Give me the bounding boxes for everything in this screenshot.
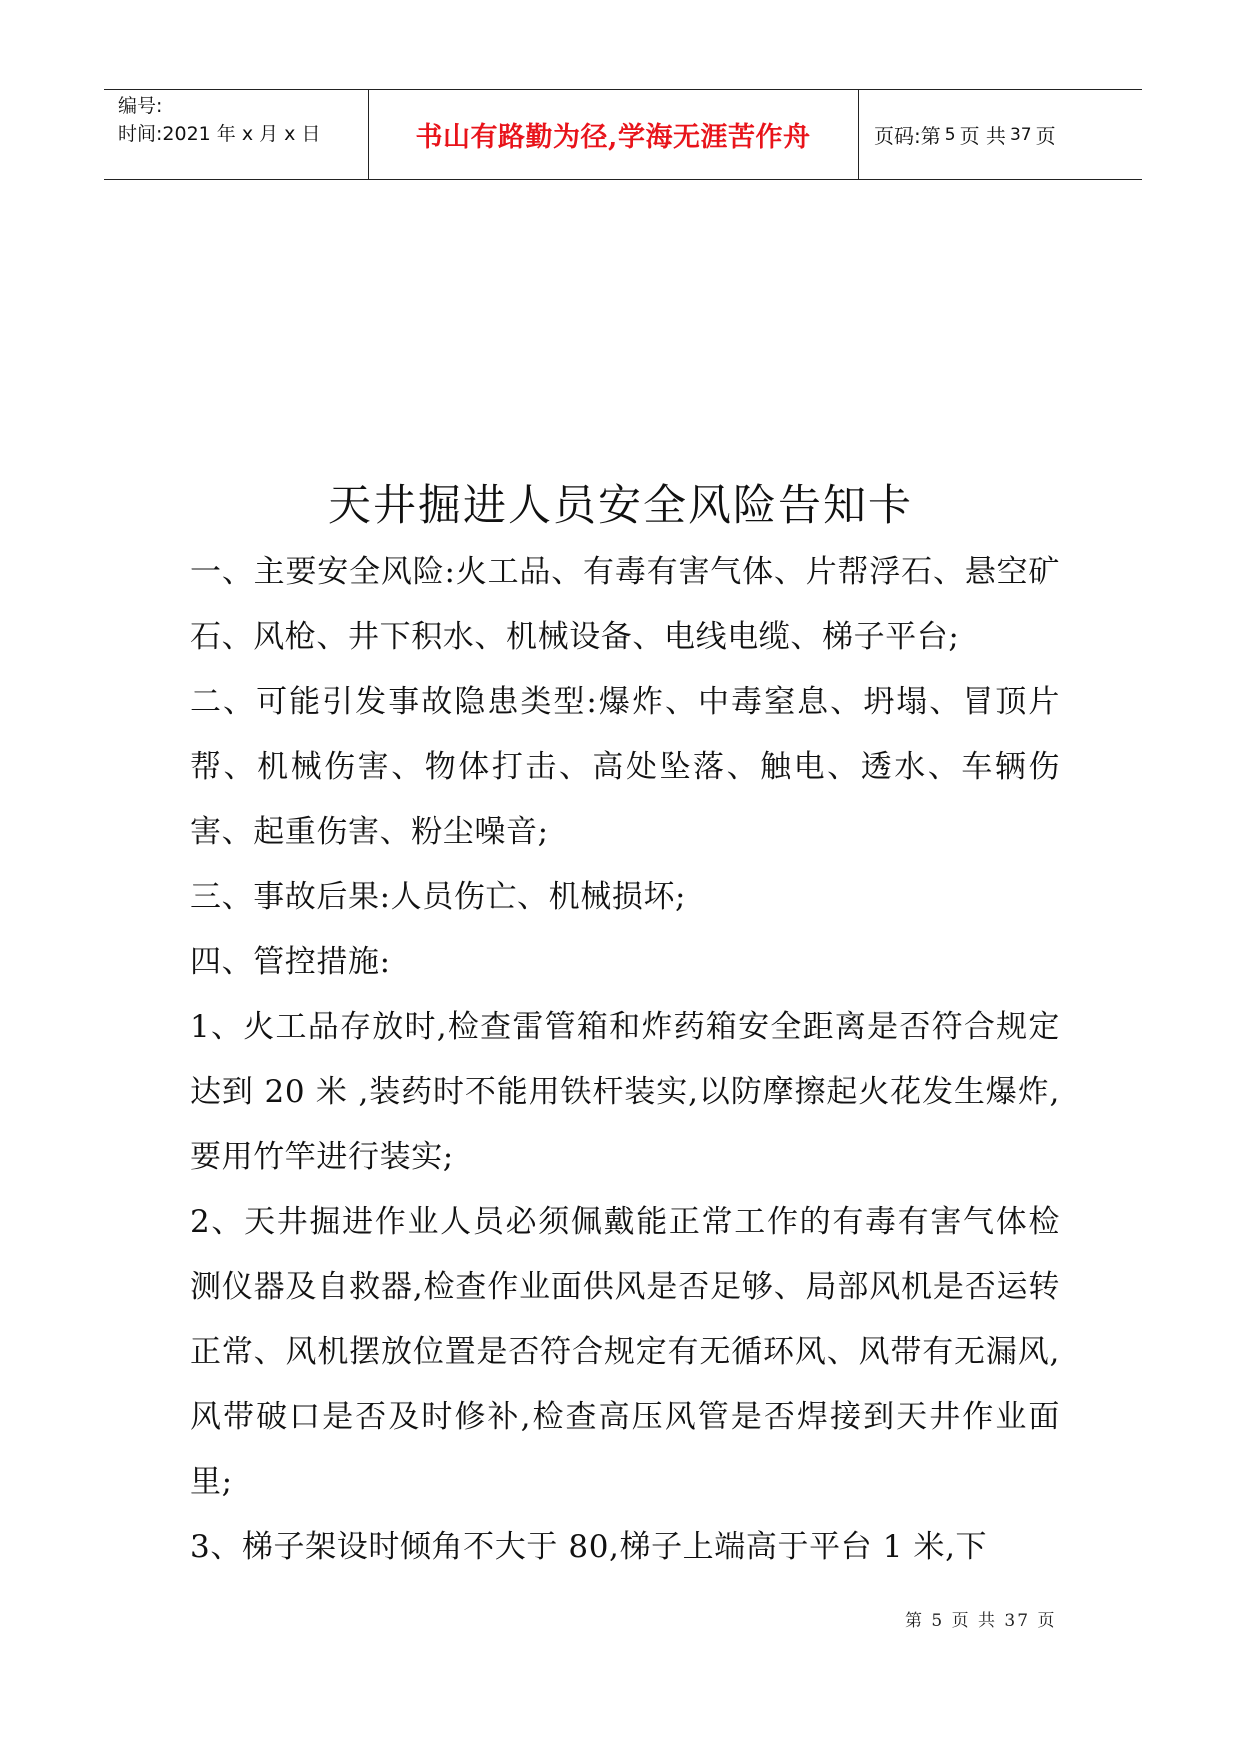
- number-label: 编号:: [118, 95, 163, 117]
- document-body: [190, 540, 1060, 1580]
- page-current: 5: [944, 124, 956, 145]
- page-header: [104, 89, 1142, 180]
- header-motto: 书山有路勤为径,学海无涯苦作舟: [415, 122, 811, 153]
- page-prefix: 页码:第: [874, 124, 941, 148]
- header-divider: [858, 90, 859, 179]
- paragraph: 1、火工品存放时,检查雷管箱和炸药箱安全距离是否符合规定达到 20 米 ,装药时不能用铁杆装实,以防摩擦起火花发生爆炸,要用竹竿进行装实;: [190, 1009, 1060, 1175]
- paragraph: 3、梯子架设时倾角不大于 80,梯子上端高于平台 1 米,下: [190, 1529, 988, 1565]
- paragraph: 三、事故后果:人员伤亡、机械损坏;: [190, 879, 687, 915]
- paragraph: 二、可能引发事故隐患类型:爆炸、中毒窒息、坍塌、冒顶片帮、机械伤害、物体打击、高处坠落、触电、透水、车辆伤害、起重伤害、粉尘噪音;: [190, 684, 1060, 850]
- page-total: 37: [1009, 124, 1032, 145]
- document-title: 天井掘进人员安全风险告知卡: [328, 481, 913, 531]
- paragraph: 2、天井掘进作业人员必须佩戴能正常工作的有毒有害气体检测仪器及自救器,检查作业面供风是否足够、局部风机是否运转正常、风机摆放位置是否符合规定有无循环风、风带有无漏风,风带破口是否及时修补,检查高压风管是否焊接到天井作业面里;: [190, 1204, 1060, 1500]
- header-meta: [118, 92, 320, 148]
- paragraph: 四、管控措施:: [190, 944, 391, 980]
- time-label: 时间:2021 年 x 月 x 日: [118, 123, 321, 145]
- header-page-number: [874, 90, 1056, 179]
- page-suffix: 页: [1035, 124, 1056, 148]
- paragraph: 一、主要安全风险:火工品、有毒有害气体、片帮浮石、悬空矿石、风枪、井下积水、机械设备、电线电缆、梯子平台;: [190, 554, 1060, 655]
- page-mid: 页 共: [959, 124, 1006, 148]
- page-footer: 第 5 页 共 37 页: [905, 1611, 1057, 1631]
